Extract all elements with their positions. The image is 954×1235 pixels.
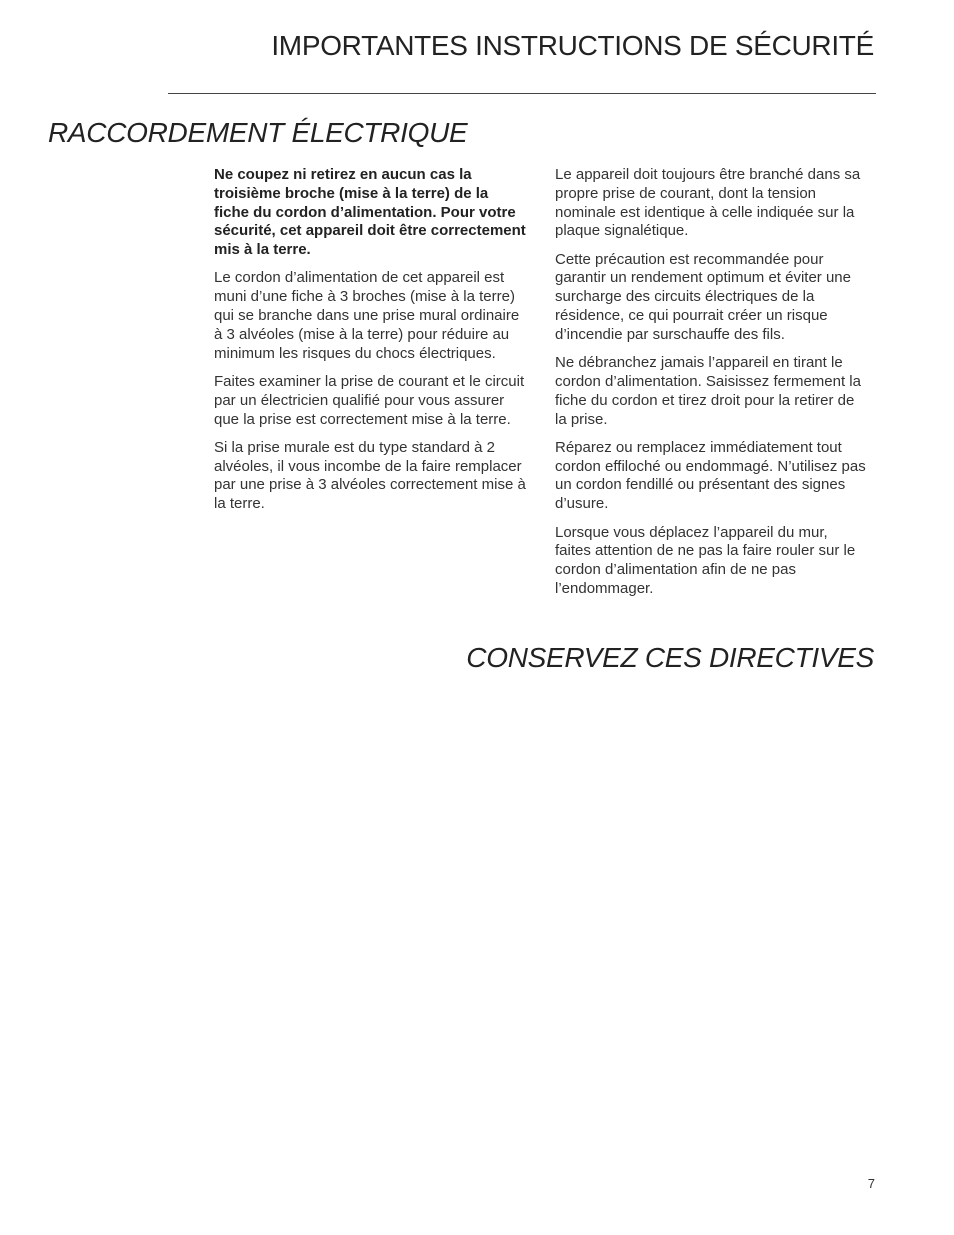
paragraph-two-prong-outlet: Si la prise murale est du type standard à 2 alvéoles, il vous incombe de la faire remplacer par une prise à 3 alvéoles correctement mise à la terre.	[214, 438, 526, 513]
section-title: RACCORDEMENT ÉLECTRIQUE	[48, 117, 468, 148]
paragraph-damaged-cord: Réparez ou remplacez immédiatement tout cordon effiloché ou endommagé. N’utilisez pas un cordon fendillé ou présentant des signes d’usure.	[555, 438, 866, 513]
paragraph-precaution: Cette précaution est recommandée pour garantir un rendement optimum et éviter une surcharge des circuits électriques de la résidence, ce qui pourrait créer un risque d’incendie par surschauffe des fils.	[555, 250, 851, 343]
paragraph-plug-description: Le cordon d’alimentation de cet appareil est muni d’une fiche à 3 broches (mise à la terre) qui se branche dans une prise mural ordinaire à 3 alvéoles (mise à la terre) pour réduire au minimum les risques du chocs électriques.	[214, 269, 520, 362]
warning-paragraph: Ne coupez ni retirez en aucun cas la troisième broche (mise à la terre) de la fiche du cordon d’alimentation. Pour votre sécurité, cet appareil doit être correctement mis à la terre.	[214, 166, 526, 259]
left-column	[214, 166, 526, 524]
closing-title: CONSERVEZ CES DIRECTIVES	[466, 642, 874, 673]
page-number: 7	[867, 1176, 875, 1191]
paragraph-moving-appliance: Lorsque vous déplacez l’appareil du mur, faites attention de ne pas la faire rouler sur le cordon d’alimentation afin de ne pas l’endommager.	[555, 523, 856, 597]
paragraph-electrician-check: Faites examiner la prise de courant et le circuit par un électricien qualifié pour vous assurer que la prise est correctement mise à la terre.	[214, 372, 525, 428]
right-column	[555, 166, 867, 608]
header-divider	[168, 93, 876, 94]
paragraph-unplugging: Ne débranchez jamais l’appareil en tirant le cordon d’alimentation. Saisissez fermement la fiche du cordon et tirez droit pour la retirer de la prise.	[555, 354, 861, 428]
page-header-title: IMPORTANTES INSTRUCTIONS DE SÉCURITÉ	[271, 30, 874, 61]
paragraph-dedicated-outlet: Le appareil doit toujours être branché dans sa propre prise de courant, dont la tension nominale est identique à celle indiquée sur la plaque signalétique.	[555, 166, 861, 240]
